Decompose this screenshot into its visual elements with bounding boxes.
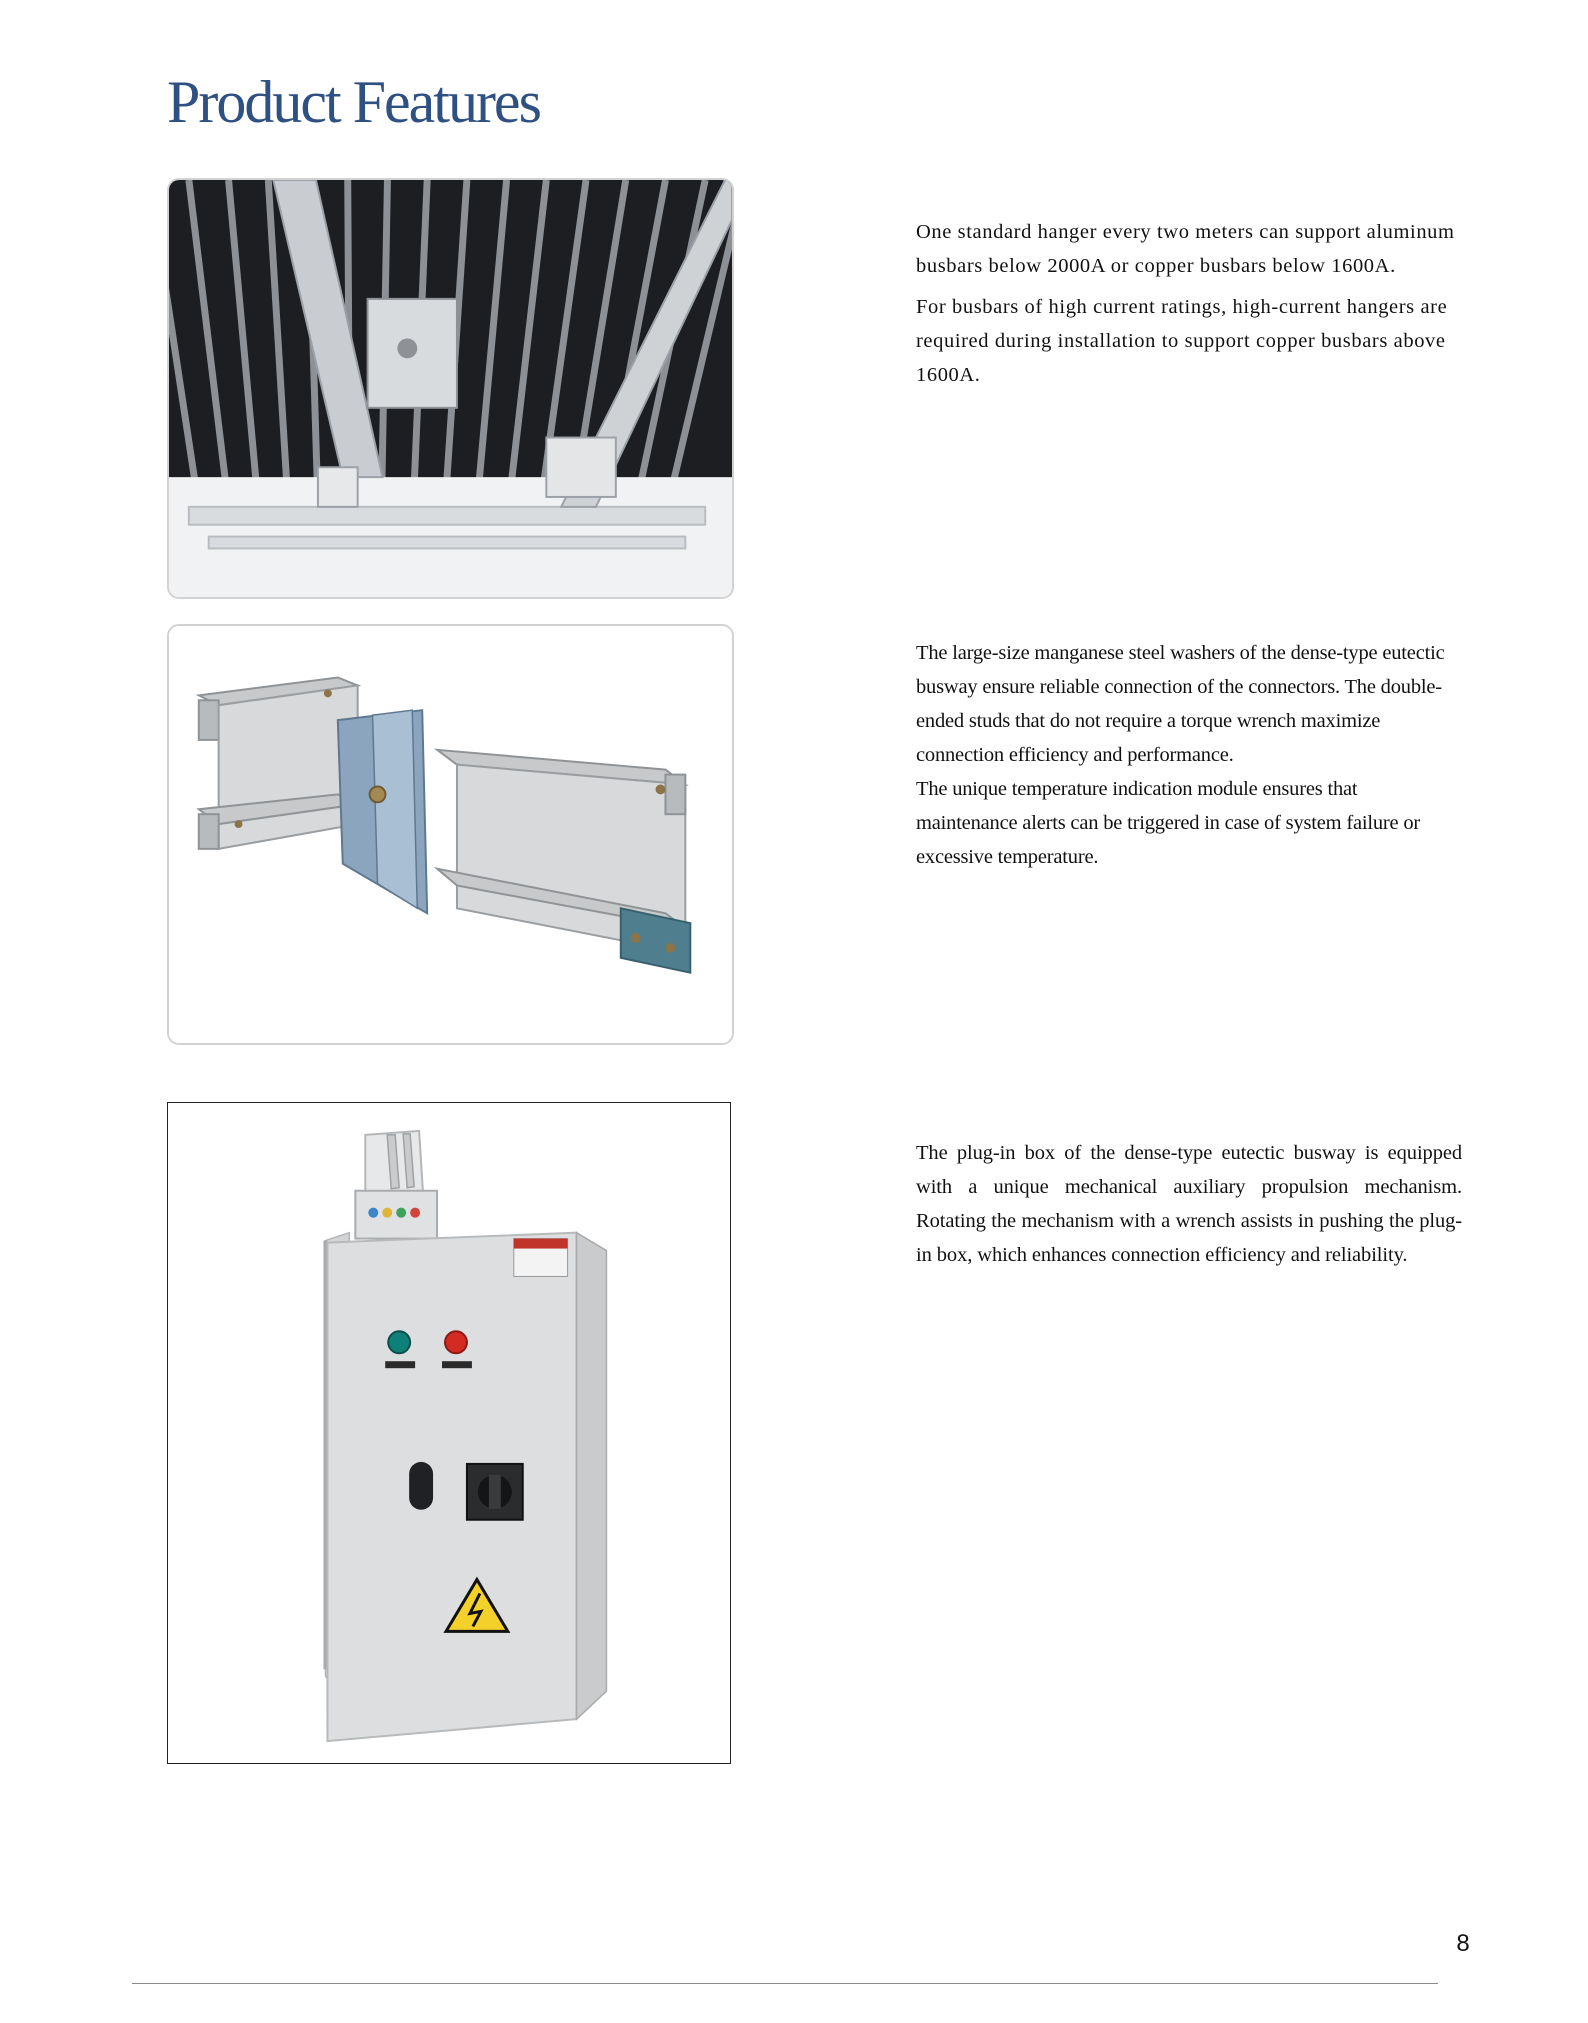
- paragraph: For busbars of high current ratings, high-current hangers are required during installation to support copper busbars above 1600A.: [916, 296, 1448, 386]
- paragraph: The plug-in box of the dense-type eutectic busway is equipped with a unique mechanical auxiliary propulsion mechanism. Rotating the mechanism with a wrench assists in pushing the plug-in box, which enhances connection efficiency and reliability.: [916, 1142, 1462, 1266]
- paragraph: The large-size manganese steel washers of the dense-type eutectic busway ensure reliable connection of the connectors. The double-ended studs that do not require a torque wrench maximize connection efficiency and performance.: [916, 642, 1445, 766]
- page-title: Product Features: [167, 69, 540, 135]
- paragraph: The unique temperature indication module ensures that maintenance alerts can be triggered in case of system failure or excessive temperature.: [916, 778, 1421, 868]
- joint-connector-illustration: [169, 626, 732, 1043]
- plug-in-box-illustration: [168, 1103, 730, 1763]
- connector-description: [916, 636, 1462, 874]
- footer-divider: [132, 1983, 1438, 1984]
- hanger-installation-illustration: [169, 180, 732, 597]
- plug-in-box-photo: [167, 1102, 731, 1764]
- joint-connector-photo: [167, 624, 734, 1045]
- hanger-description: [916, 215, 1462, 392]
- plug-in-box-description: [916, 1136, 1462, 1272]
- page-number: 8: [1456, 1930, 1470, 1957]
- paragraph: One standard hanger every two meters can support aluminum busbars below 2000A or copper busbars below 1600A.: [916, 221, 1455, 277]
- hanger-installation-photo: [167, 178, 734, 599]
